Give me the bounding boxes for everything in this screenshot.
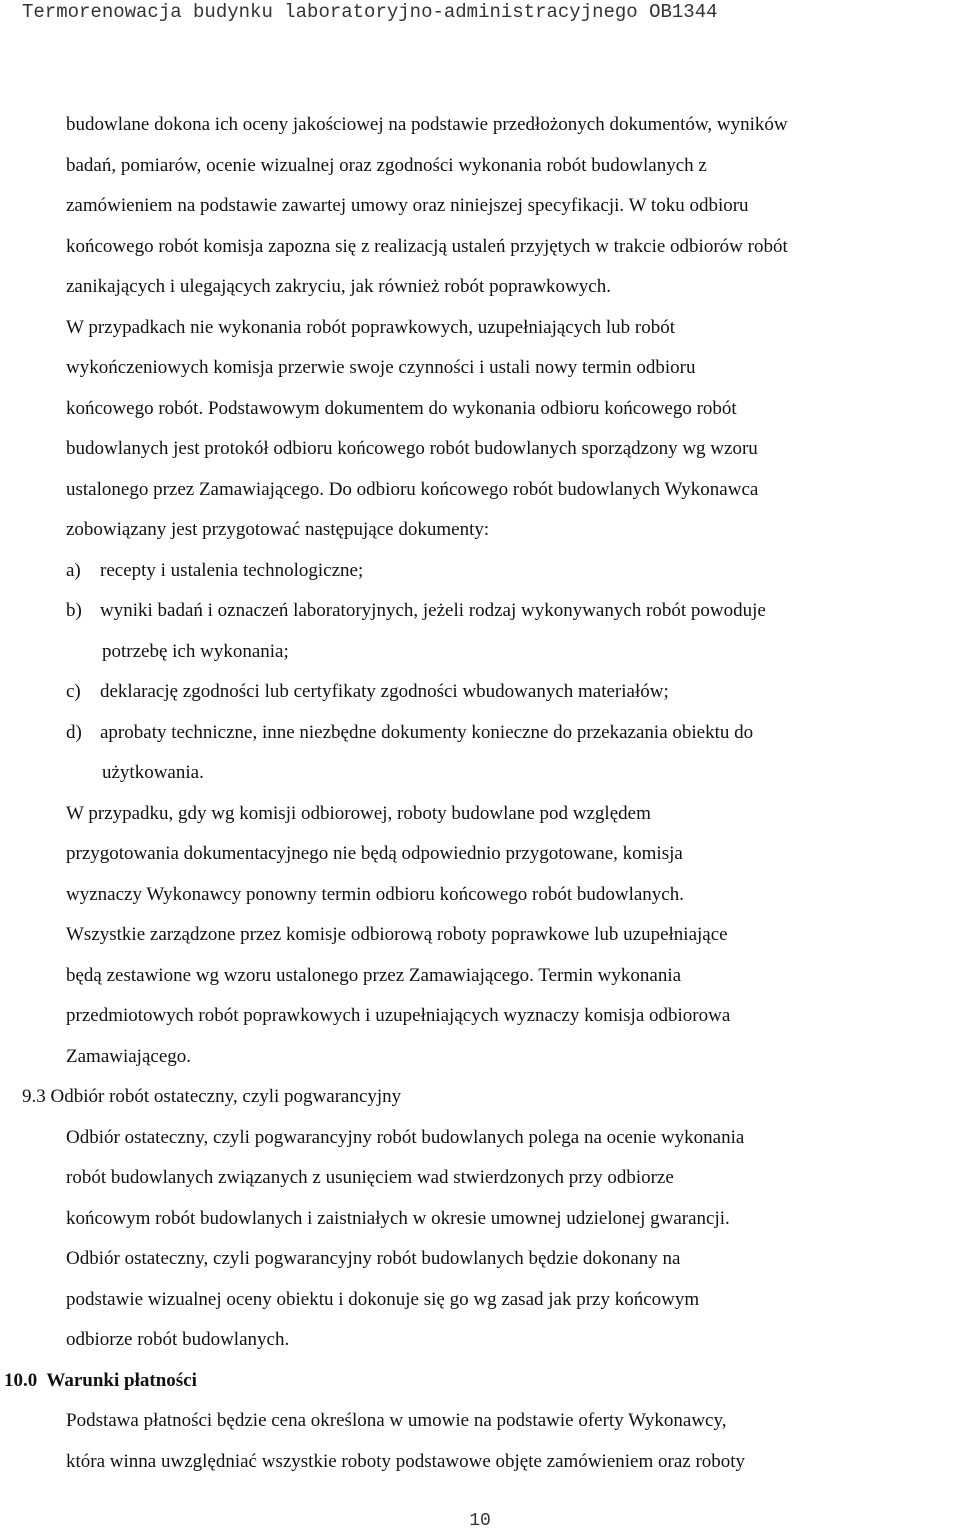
text-line: wyznaczy Wykonawcy ponowny termin odbioru końcowego robót budowlanych. bbox=[66, 884, 684, 905]
text-line: W przypadku, gdy wg komisji odbiorowej, roboty budowlane pod względem bbox=[66, 803, 651, 824]
list-item-label: c) bbox=[66, 681, 81, 702]
page-header: Termorenowacja budynku laboratoryjno-administracyjnego OB1344 bbox=[22, 1, 718, 23]
list-item-label: d) bbox=[66, 722, 82, 743]
text-line: Wszystkie zarządzone przez komisje odbiorową roboty poprawkowe lub uzupełniające bbox=[66, 924, 728, 945]
text-line: końcowym robót budowlanych i zaistniałych w okresie umownej udzielonej gwarancji. bbox=[66, 1208, 730, 1229]
text-line: W przypadkach nie wykonania robót poprawkowych, uzupełniających lub robót bbox=[66, 317, 676, 338]
text-line: przygotowania dokumentacyjnego nie będą odpowiednio przygotowane, komisja bbox=[66, 843, 683, 864]
list-item bbox=[66, 721, 940, 745]
text-line: która winna uwzględniać wszystkie roboty podstawowe objęte zamówieniem oraz roboty bbox=[66, 1451, 746, 1472]
list-item-label: b) bbox=[66, 600, 82, 621]
section-heading-10-0: 10.0 Warunki płatności bbox=[4, 1370, 197, 1391]
list-item-text: aprobaty techniczne, inne niezbędne dokumenty konieczne do przekazania obiektu do bbox=[100, 722, 754, 743]
text-line: końcowego robót komisja zapozna się z realizacją ustaleń przyjętych w trakcie odbiorów robót bbox=[66, 236, 788, 257]
text-line: budowlane dokona ich oceny jakościowej na podstawie przedłożonych dokumentów, wyników bbox=[66, 114, 788, 135]
text-line: odbiorze robót budowlanych. bbox=[66, 1329, 290, 1350]
text-line: zamówieniem na podstawie zawartej umowy oraz niniejszej specyfikacji. W toku odbioru bbox=[66, 195, 749, 216]
text-line: wykończeniowych komisja przerwie swoje czynności i ustali nowy termin odbioru bbox=[66, 357, 696, 378]
list-item-continuation: użytkowania. bbox=[102, 762, 204, 783]
list-item-label: a) bbox=[66, 560, 81, 581]
list-item-continuation: potrzebę ich wykonania; bbox=[102, 641, 289, 662]
text-line: zobowiązany jest przygotować następujące dokumenty: bbox=[66, 519, 490, 540]
text-line: Zamawiającego. bbox=[66, 1046, 192, 1067]
text-line: końcowego robót. Podstawowym dokumentem do wykonania odbioru końcowego robót bbox=[66, 398, 737, 419]
list-item-text: deklarację zgodności lub certyfikaty zgodności wbudowanych materiałów; bbox=[100, 681, 669, 702]
list-item-text: wyniki badań i oznaczeń laboratoryjnych, jeżeli rodzaj wykonywanych robót powoduje bbox=[100, 600, 766, 621]
list-item bbox=[66, 680, 940, 704]
list-item-text: recepty i ustalenia technologiczne; bbox=[100, 560, 364, 581]
text-line: Odbiór ostateczny, czyli pogwarancyjny robót budowlanych będzie dokonany na bbox=[66, 1248, 681, 1269]
text-line: budowlanych jest protokół odbioru końcowego robót budowlanych sporządzony wg wzoru bbox=[66, 438, 758, 459]
text-line: będą zestawione wg wzoru ustalonego przez Zamawiającego. Termin wykonania bbox=[66, 965, 682, 986]
section-heading-9-3: 9.3 Odbiór robót ostateczny, czyli pogwarancyjny bbox=[22, 1086, 402, 1107]
text-line: przedmiotowych robót poprawkowych i uzupełniających wyznaczy komisja odbiorowa bbox=[66, 1005, 731, 1026]
text-line: Podstawa płatności będzie cena określona w umowie na podstawie oferty Wykonawcy, bbox=[66, 1410, 727, 1431]
text-line: robót budowlanych związanych z usunięciem wad stwierdzonych przy odbiorze bbox=[66, 1167, 674, 1188]
text-line: podstawie wizualnej oceny obiektu i dokonuje się go wg zasad jak przy końcowym bbox=[66, 1289, 700, 1310]
text-line: zanikających i ulegających zakryciu, jak również robót poprawkowych. bbox=[66, 276, 611, 297]
page-number: 10 bbox=[469, 1511, 491, 1531]
list-item bbox=[66, 559, 940, 583]
text-line: Odbiór ostateczny, czyli pogwarancyjny robót budowlanych polega na ocenie wykonania bbox=[66, 1127, 745, 1148]
list-item bbox=[66, 599, 940, 623]
text-line: ustalonego przez Zamawiającego. Do odbioru końcowego robót budowlanych Wykonawca bbox=[66, 479, 759, 500]
text-line: badań, pomiarów, ocenie wizualnej oraz zgodności wykonania robót budowlanych z bbox=[66, 155, 707, 176]
